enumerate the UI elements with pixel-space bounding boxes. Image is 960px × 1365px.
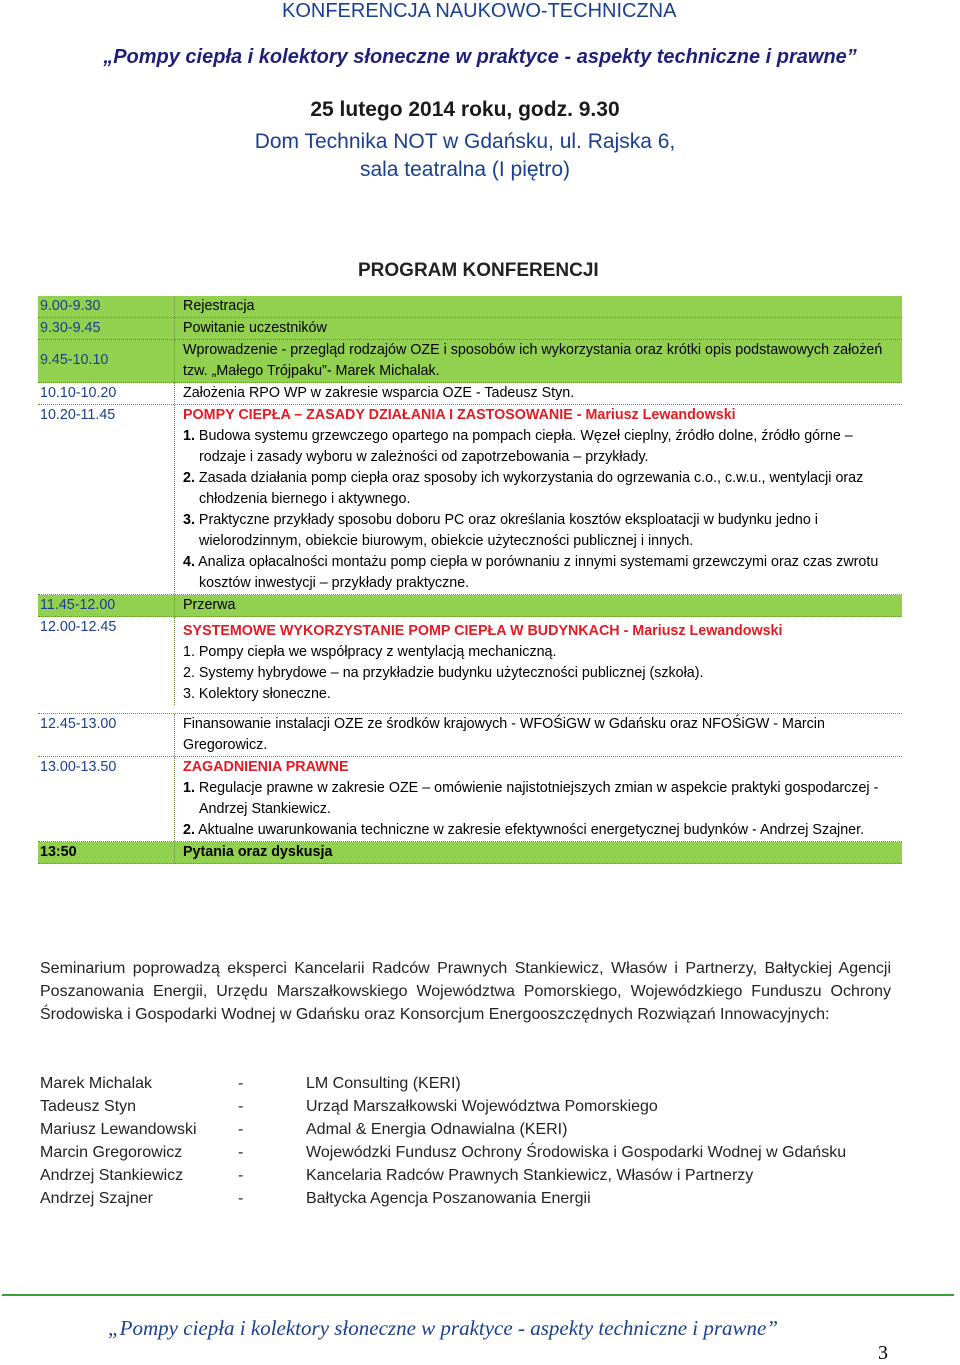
- expert-org: Admal & Energia Odnawialna (KERI): [306, 1121, 568, 1138]
- expert-name: Marek Michalak: [40, 1075, 153, 1092]
- agenda-row: [38, 405, 902, 595]
- list-item: [40, 1118, 846, 1141]
- item-number: 4.: [183, 554, 195, 570]
- item-number: 1.: [183, 780, 195, 796]
- agenda-item: Założenia RPO WP w zakresie wsparcia OZE - Tadeusz Styn.: [183, 385, 575, 401]
- agenda-row: [38, 617, 902, 714]
- agenda-row: [38, 296, 902, 318]
- session-heading: ZAGADNIENIA PRAWNE: [183, 759, 349, 775]
- item-number: 2.: [183, 470, 195, 486]
- place-line-1: Dom Technika NOT w Gdańsku, ul. Rajska 6,: [254, 130, 676, 153]
- expert-dash: -: [238, 1190, 244, 1207]
- agenda-item: Rejestracja: [183, 298, 255, 314]
- list-item: [183, 426, 902, 468]
- agenda-time: 12.00-12.45: [38, 617, 175, 705]
- agenda-item: [175, 757, 902, 841]
- expert-name: Andrzej Szajner: [40, 1190, 153, 1207]
- agenda-time: 9.45-10.10: [38, 340, 175, 382]
- agenda-table: [38, 296, 902, 864]
- item-number: 3.: [183, 512, 195, 528]
- expert-org: Bałtycka Agencja Poszanowania Energii: [306, 1190, 591, 1207]
- item-text: Analiza opłacalności montażu pomp ciepła w porównaniu z innymi systemami grzewczymi oraz czas zwrotu kosztów inwestycji – przykłady praktyczne.: [194, 554, 879, 591]
- item-number: 2.: [183, 822, 195, 838]
- expert-name: Mariusz Lewandowski: [40, 1121, 197, 1138]
- expert-dash: -: [238, 1167, 244, 1184]
- list-item: [40, 1187, 846, 1210]
- expert-name: Tadeusz Styn: [40, 1098, 137, 1115]
- item-number: 1.: [183, 428, 195, 444]
- list-item: [40, 1072, 846, 1095]
- experts-list: [40, 1072, 846, 1210]
- seminar-paragraph: Seminarium poprowadzą eksperci Kancelarii Radców Prawnych Stankiewicz, Własów i Partnerzy, Bałtyckiej Agencji Poszanowania Energii, Urzędu Marszałkowskiego Województwa Pomorskiego, Wojewódzkiego Funduszu Ochrony Środowiska i Gospodarki Wodnej w Gdańsku oraz Konsorcjum Energooszczędnych Rozwiązań Innowacyjnych:: [40, 960, 891, 1023]
- session-heading: POMPY CIEPŁA – ZASADY DZIAŁANIA I ZASTOSOWANIE - Mariusz Lewandowski: [183, 407, 736, 423]
- agenda-row: [38, 340, 902, 383]
- list-item: [183, 552, 902, 594]
- item-text: Zasada działania pomp ciepła oraz sposoby ich wykorzystania do ogrzewania c.o., c.w.u., wentylacji oraz chłodzenia biernego i aktywnego.: [194, 470, 864, 507]
- item-text: Budowa systemu grzewczego opartego na pompach ciepła. Węzeł cieplny, źródło dolne, źródło górne – rodzaje i zasady wyboru w zależności od zapotrzebowania – przykłady.: [194, 428, 853, 465]
- agenda-item: Powitanie uczestników: [183, 320, 327, 336]
- list-item: [40, 1141, 846, 1164]
- item-text: Regulacje prawne w zakresie OZE – omówienie najistotniejszych zmian w aspekcie praktyki gospodarczej - Andrzej Stankiewicz.: [194, 780, 879, 817]
- expert-dash: -: [238, 1121, 244, 1138]
- list-item: [183, 820, 902, 841]
- page-number: 3: [878, 1342, 888, 1364]
- conference-place: [0, 128, 930, 184]
- agenda-time: 12.45-13.00: [38, 714, 175, 756]
- session-heading: SYSTEMOWE WYKORZYSTANIE POMP CIEPŁA W BUDYNKACH - Mariusz Lewandowski: [183, 623, 783, 639]
- agenda-time: 13:50: [38, 842, 175, 863]
- item-text: Praktyczne przykłady sposobu doboru PC oraz określania kosztów eksploatacji w budynku jedno i wielorodzinnym, obiekcie biurowym, obiekcie użyteczności publicznej i innych.: [194, 512, 818, 549]
- list-item: [40, 1164, 846, 1187]
- agenda-time: 9.30-9.45: [38, 318, 175, 339]
- program-title: PROGRAM KONFERENCJI: [358, 260, 599, 281]
- agenda-time: 10.20-11.45: [38, 405, 175, 594]
- agenda-item: Finansowanie instalacji OZE ze środków krajowych - WFOŚiGW w Gdańsku oraz NFOŚiGW - Marcin Gregorowicz.: [183, 716, 825, 753]
- agenda-item: Pytania oraz dyskusja: [183, 844, 333, 860]
- list-item: 2. Systemy hybrydowe – na przykładzie budynku użyteczności publicznej (szkoła).: [183, 665, 704, 681]
- agenda-row: [38, 757, 902, 842]
- footer-title: „Pompy ciepła i kolektory słoneczne w praktyce - aspekty techniczne i prawne”: [108, 1316, 779, 1340]
- list-item: [183, 510, 902, 552]
- expert-name: Andrzej Stankiewicz: [40, 1167, 184, 1184]
- list-item: [183, 468, 902, 510]
- conference-date: 25 lutego 2014 roku, godz. 9.30: [310, 98, 620, 121]
- agenda-row: [38, 595, 902, 617]
- agenda-row: [38, 318, 902, 340]
- agenda-time: 13.00-13.50: [38, 757, 175, 841]
- agenda-item: [175, 621, 902, 705]
- agenda-row: [38, 383, 902, 405]
- list-item: 1. Pompy ciepła we współpracy z wentylacją mechaniczną.: [183, 644, 557, 660]
- list-item: [183, 778, 902, 820]
- list-item: 3. Kolektory słoneczne.: [183, 686, 331, 702]
- place-line-2: sala teatralna (I piętro): [359, 158, 571, 181]
- conference-subtitle: „Pompy ciepła i kolektory słoneczne w praktyce - aspekty techniczne i prawne”: [103, 46, 857, 68]
- agenda-item: Przerwa: [183, 597, 236, 613]
- expert-name: Marcin Gregorowicz: [40, 1144, 183, 1161]
- expert-org: LM Consulting (KERI): [306, 1075, 461, 1092]
- expert-org: Wojewódzki Fundusz Ochrony Środowiska i Gospodarki Wodnej w Gdańsku: [306, 1144, 847, 1161]
- agenda-time: 9.00-9.30: [38, 296, 175, 317]
- list-item: [40, 1095, 846, 1118]
- agenda-time: 10.10-10.20: [38, 383, 175, 404]
- expert-dash: -: [238, 1075, 244, 1092]
- agenda-item: [175, 405, 902, 594]
- item-text: Aktualne uwarunkowania techniczne w zakresie efektywności energetycznej budynków - Andrzej Szajner.: [194, 822, 865, 838]
- agenda-row: [38, 714, 902, 757]
- agenda-time: 11.45-12.00: [38, 595, 175, 616]
- conference-title: KONFERENCJA NAUKOWO-TECHNICZNA: [282, 0, 677, 22]
- expert-dash: -: [238, 1098, 244, 1115]
- expert-org: Urząd Marszałkowski Województwa Pomorskiego: [306, 1098, 658, 1115]
- agenda-item: Wprowadzenie - przegląd rodzajów OZE i sposobów ich wykorzystania oraz krótki opis podstawowych założeń tzw. „Małego Trójpaku”- Marek Michalak.: [183, 342, 883, 379]
- footer-divider: [2, 1294, 954, 1296]
- expert-dash: -: [238, 1144, 244, 1161]
- expert-org: Kancelaria Radców Prawnych Stankiewicz, Własów i Partnerzy: [306, 1167, 754, 1184]
- agenda-row: [38, 842, 902, 864]
